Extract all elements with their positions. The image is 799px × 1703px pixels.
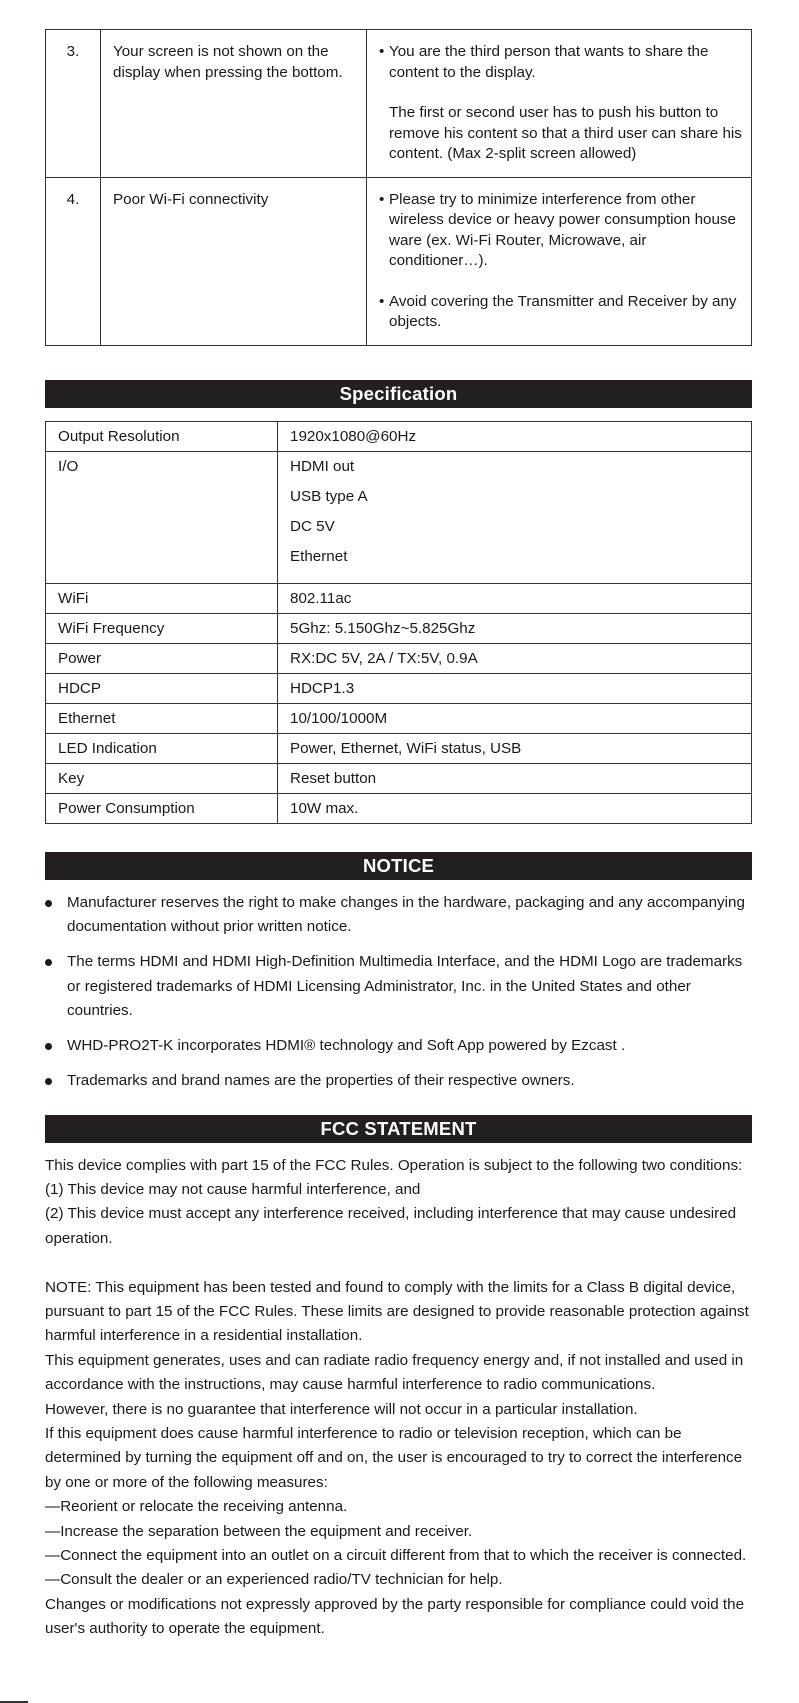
fcc-paragraph: (1) This device may not cause harmful interference, and bbox=[45, 1180, 421, 1198]
troubleshooting-table bbox=[45, 29, 752, 346]
bullet-icon bbox=[45, 1043, 52, 1050]
spec-key: Power Consumption bbox=[46, 793, 278, 823]
fcc-paragraph: Changes or modifications not expressly approved by the party responsible for compliance could void the user's authority to operate the equipment. bbox=[45, 1595, 745, 1638]
bullet-icon: • bbox=[379, 43, 385, 60]
table-row bbox=[46, 793, 752, 823]
spec-key: HDCP bbox=[46, 673, 278, 703]
spec-value: Reset button bbox=[278, 763, 752, 793]
spec-value: USB type A bbox=[290, 487, 368, 505]
solution-bullet bbox=[379, 42, 743, 83]
notice-list bbox=[45, 891, 752, 1094]
spec-value-list bbox=[278, 451, 752, 583]
problem-cell: Poor Wi-Fi connectivity bbox=[101, 177, 367, 345]
spec-value: 1920x1080@60Hz bbox=[278, 421, 752, 451]
list-item bbox=[45, 1069, 752, 1094]
solution-paragraph: The first or second user has to push his button to remove his content so that a third user can share his content. (Max 2-split screen allowed) bbox=[389, 104, 742, 162]
fcc-paragraph: —Consult the dealer or an experienced radio/TV technician for help. bbox=[45, 1571, 503, 1589]
fcc-paragraph: (2) This device must accept any interference received, including interference that may cause undesired operation. bbox=[45, 1205, 737, 1247]
list-item bbox=[45, 1034, 752, 1059]
notice-heading: NOTICE bbox=[45, 852, 752, 880]
fcc-paragraph: This equipment generates, uses and can radiate radio frequency energy and, if not installed and used in accordance with the instructions, may cause harmful interference to radio communications. bbox=[45, 1351, 744, 1394]
spec-value: 802.11ac bbox=[278, 583, 752, 613]
specification-table bbox=[45, 421, 752, 824]
solution-bullet bbox=[379, 292, 743, 333]
spec-value: DC 5V bbox=[290, 518, 335, 536]
spec-key: Ethernet bbox=[46, 703, 278, 733]
table-row bbox=[46, 643, 752, 673]
fcc-heading: FCC STATEMENT bbox=[45, 1115, 752, 1143]
spec-value: HDMI out bbox=[290, 457, 355, 475]
list-item bbox=[45, 950, 752, 1024]
table-row bbox=[46, 733, 752, 763]
spec-key: LED Indication bbox=[46, 733, 278, 763]
solution-cell bbox=[367, 30, 752, 178]
row-number: 4. bbox=[46, 177, 101, 345]
fcc-statement bbox=[45, 1154, 752, 1642]
spec-key: Power bbox=[46, 643, 278, 673]
fcc-spacer bbox=[45, 1251, 752, 1275]
notice-text: Manufacturer reserves the right to make changes in the hardware, packaging and any accompanying documentation without prior written notice. bbox=[67, 893, 745, 935]
table-row bbox=[46, 673, 752, 703]
fcc-paragraph: This device complies with part 15 of the FCC Rules. Operation is subject to the following two conditions: bbox=[45, 1156, 743, 1174]
fcc-paragraph: —Connect the equipment into an outlet on a circuit different from that to which the receiver is connected. bbox=[45, 1546, 747, 1564]
table-row bbox=[46, 583, 752, 613]
manual-page bbox=[45, 29, 752, 1642]
spec-value: RX:DC 5V, 2A / TX:5V, 0.9A bbox=[278, 643, 752, 673]
spec-key: Output Resolution bbox=[46, 421, 278, 451]
spec-value: 5Ghz: 5.150Ghz~5.825Ghz bbox=[278, 613, 752, 643]
spec-key: I/O bbox=[46, 451, 278, 583]
problem-cell: Your screen is not shown on the display when pressing the bottom. bbox=[101, 30, 367, 178]
spec-value: Power, Ethernet, WiFi status, USB bbox=[278, 733, 752, 763]
table-row bbox=[46, 30, 752, 178]
spec-value: HDCP1.3 bbox=[278, 673, 752, 703]
solution-cell bbox=[367, 177, 752, 345]
table-row bbox=[46, 703, 752, 733]
bullet-icon: • bbox=[379, 292, 385, 310]
solution-text: Please try to minimize interference from other wireless device or heavy power consumption house ware (ex. Wi-Fi Router, Microwave, air conditioner…). bbox=[389, 190, 736, 269]
solution-text: Avoid covering the Transmitter and Receiver by any objects. bbox=[389, 292, 737, 330]
spec-value: 10W max. bbox=[278, 793, 752, 823]
spec-key: WiFi Frequency bbox=[46, 613, 278, 643]
spec-key: Key bbox=[46, 763, 278, 793]
row-number: 3. bbox=[46, 30, 101, 178]
solution-text: You are the third person that wants to share the content to the display. bbox=[389, 43, 709, 81]
bullet-icon bbox=[45, 1078, 52, 1085]
solution-bullet bbox=[379, 190, 743, 272]
table-row bbox=[46, 763, 752, 793]
fcc-paragraph: However, there is no guarantee that interference will not occur in a particular installation. bbox=[45, 1400, 638, 1418]
spec-value: Ethernet bbox=[290, 548, 348, 566]
bullet-icon: • bbox=[379, 190, 385, 208]
notice-text: The terms HDMI and HDMI High-Definition Multimedia Interface, and the HDMI Logo are trademarks or registered trademarks of HDMI Licensing Administrator, Inc. in the United States and other countries. bbox=[67, 953, 743, 1019]
specification-heading: Specification bbox=[45, 380, 752, 408]
table-row bbox=[46, 613, 752, 643]
spec-key: WiFi bbox=[46, 583, 278, 613]
table-row bbox=[46, 177, 752, 345]
list-item bbox=[45, 891, 752, 940]
spec-value: 10/100/1000M bbox=[278, 703, 752, 733]
table-row bbox=[46, 451, 752, 583]
notice-text: Trademarks and brand names are the properties of their respective owners. bbox=[67, 1072, 575, 1089]
table-row bbox=[46, 421, 752, 451]
fcc-paragraph: If this equipment does cause harmful interference to radio or television reception, which can be determined by turning the equipment off and on, the user is encouraged to try to correct the interference by one or more of the following measures: bbox=[45, 1424, 743, 1491]
fcc-paragraph: NOTE: This equipment has been tested and found to comply with the limits for a Class B digital device, pursuant to part 15 of the FCC Rules. These limits are designed to provide reasonable protection against harmful interference in a residential installation. bbox=[45, 1278, 749, 1345]
notice-text: WHD-PRO2T-K incorporates HDMI® technology and Soft App powered by Ezcast . bbox=[67, 1037, 626, 1054]
fcc-paragraph: —Increase the separation between the equipment and receiver. bbox=[45, 1522, 473, 1540]
bullet-icon bbox=[45, 900, 52, 907]
bullet-icon bbox=[45, 959, 52, 966]
fcc-paragraph: —Reorient or relocate the receiving antenna. bbox=[45, 1498, 348, 1516]
